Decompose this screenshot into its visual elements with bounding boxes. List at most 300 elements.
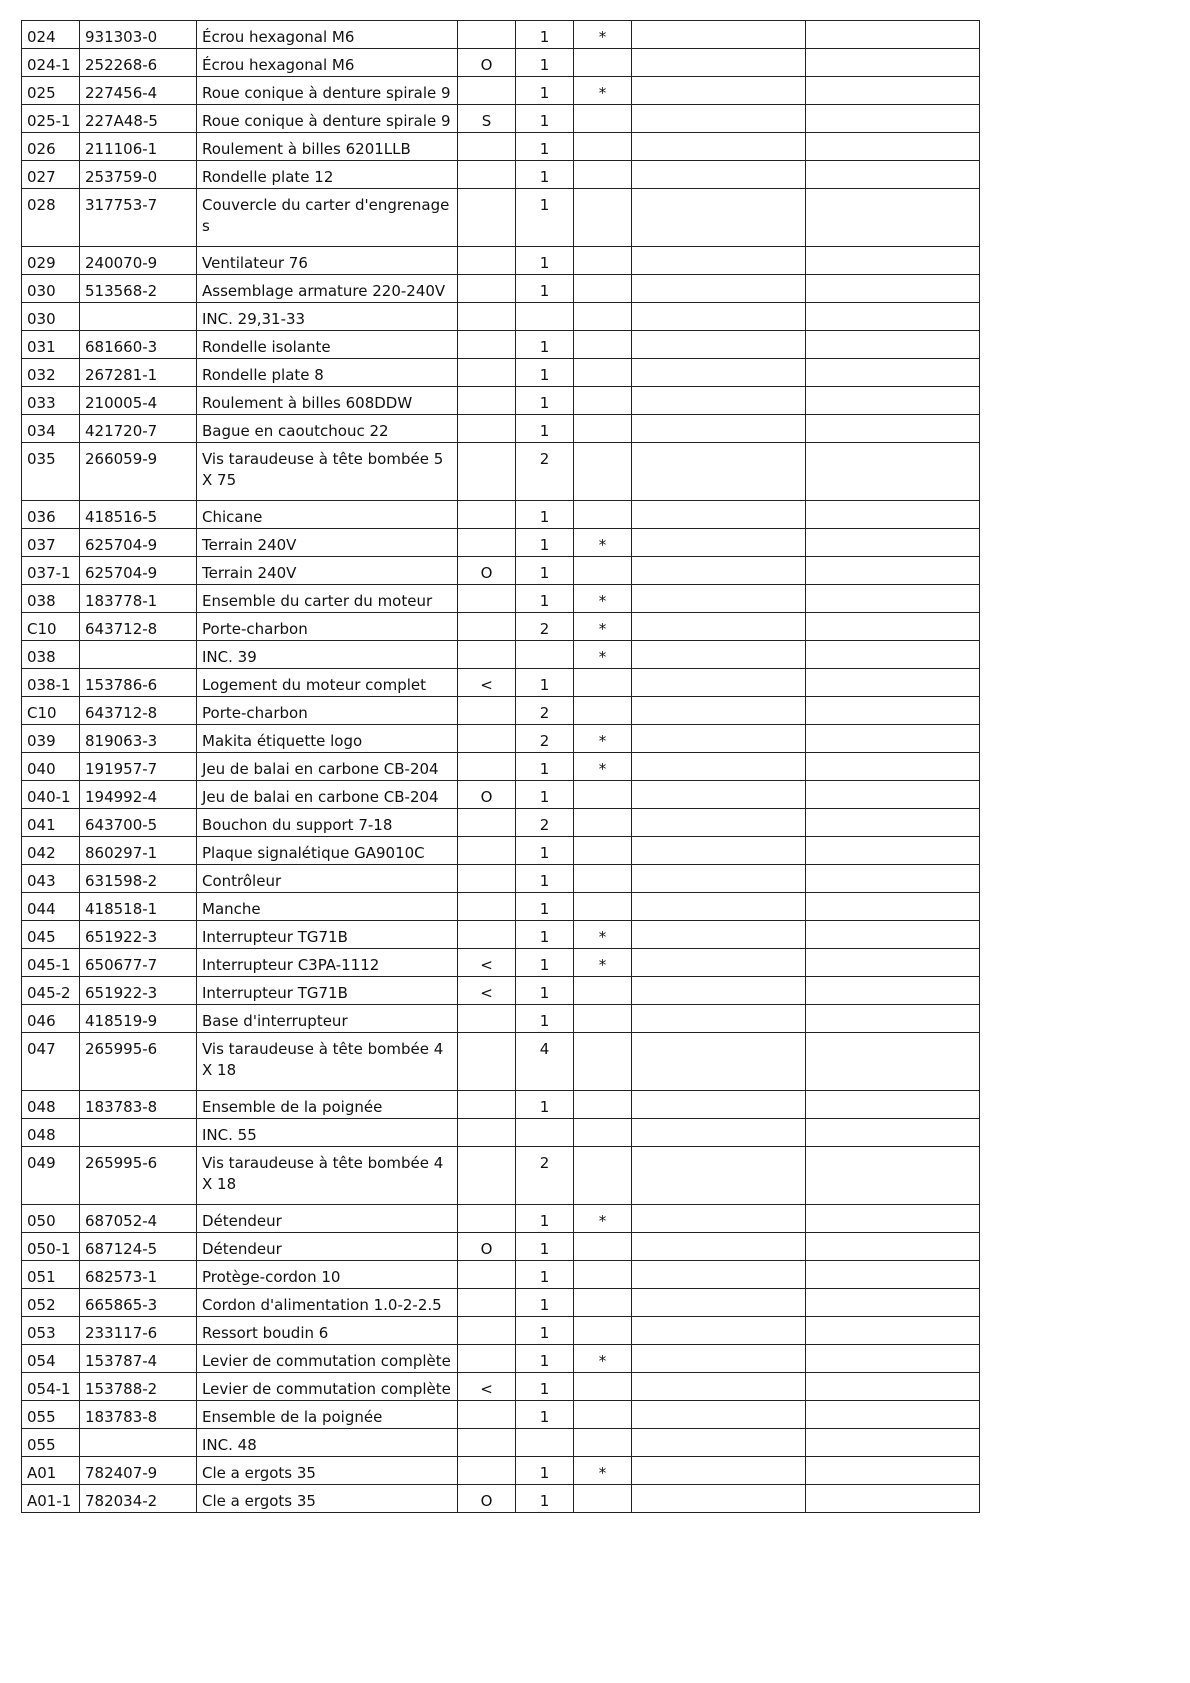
empty-cell: [806, 557, 980, 585]
item-number-cell: 037-1: [22, 557, 80, 585]
description-cell: Bouchon du support 7-18: [197, 809, 458, 837]
table-row: [22, 1147, 980, 1205]
item-number-cell: 038: [22, 585, 80, 613]
quantity-cell: 1: [516, 161, 574, 189]
empty-cell: [632, 1147, 806, 1205]
empty-cell: [806, 1373, 980, 1401]
part-number-cell: 687052-4: [80, 1205, 197, 1233]
quantity-cell: 1: [516, 189, 574, 247]
table-row: [22, 443, 980, 501]
table-row: [22, 303, 980, 331]
substitution-flag-cell: [458, 303, 516, 331]
empty-cell: [632, 1233, 806, 1261]
parts-table: [21, 20, 980, 1513]
empty-cell: [632, 1485, 806, 1513]
description-cell: Assemblage armature 220-240V: [197, 275, 458, 303]
empty-cell: [632, 1317, 806, 1345]
part-number-cell: 651922-3: [80, 921, 197, 949]
marker-cell: [574, 557, 632, 585]
empty-cell: [632, 501, 806, 529]
substitution-flag-cell: [458, 331, 516, 359]
empty-cell: [632, 247, 806, 275]
empty-cell: [632, 1289, 806, 1317]
table-row: [22, 1005, 980, 1033]
description-cell: Roue conique à denture spirale 9: [197, 105, 458, 133]
description-cell: Porte-charbon: [197, 697, 458, 725]
empty-cell: [806, 837, 980, 865]
item-number-cell: 037: [22, 529, 80, 557]
marker-cell: *: [574, 725, 632, 753]
marker-cell: [574, 49, 632, 77]
item-number-cell: 051: [22, 1261, 80, 1289]
description-cell: Plaque signalétique GA9010C: [197, 837, 458, 865]
description-cell: Levier de commutation complète: [197, 1373, 458, 1401]
table-row: [22, 1401, 980, 1429]
substitution-flag-cell: [458, 1401, 516, 1429]
description-cell: Chicane: [197, 501, 458, 529]
part-number-cell: [80, 1429, 197, 1457]
empty-cell: [632, 189, 806, 247]
item-number-cell: 045: [22, 921, 80, 949]
empty-cell: [806, 443, 980, 501]
table-row: [22, 613, 980, 641]
quantity-cell: 1: [516, 1457, 574, 1485]
substitution-flag-cell: [458, 501, 516, 529]
marker-cell: [574, 781, 632, 809]
part-number-cell: 210005-4: [80, 387, 197, 415]
empty-cell: [806, 1289, 980, 1317]
item-number-cell: 047: [22, 1033, 80, 1091]
empty-cell: [806, 105, 980, 133]
item-number-cell: 049: [22, 1147, 80, 1205]
empty-cell: [806, 809, 980, 837]
item-number-cell: 038: [22, 641, 80, 669]
description-cell: Roulement à billes 608DDW: [197, 387, 458, 415]
substitution-flag-cell: [458, 189, 516, 247]
substitution-flag-cell: [458, 415, 516, 443]
substitution-flag-cell: <: [458, 1373, 516, 1401]
empty-cell: [806, 303, 980, 331]
empty-cell: [806, 21, 980, 49]
item-number-cell: C10: [22, 697, 80, 725]
marker-cell: *: [574, 753, 632, 781]
quantity-cell: 2: [516, 809, 574, 837]
empty-cell: [632, 49, 806, 77]
empty-cell: [806, 613, 980, 641]
description-cell: Jeu de balai en carbone CB-204: [197, 753, 458, 781]
marker-cell: [574, 1261, 632, 1289]
part-number-cell: 153786-6: [80, 669, 197, 697]
marker-cell: [574, 837, 632, 865]
substitution-flag-cell: [458, 697, 516, 725]
table-row: [22, 501, 980, 529]
table-row: [22, 1429, 980, 1457]
empty-cell: [806, 1091, 980, 1119]
item-number-cell: C10: [22, 613, 80, 641]
description-cell: Ensemble du carter du moteur: [197, 585, 458, 613]
empty-cell: [806, 529, 980, 557]
description-cell: Vis taraudeuse à tête bombée 4X 18: [197, 1033, 458, 1091]
item-number-cell: 054-1: [22, 1373, 80, 1401]
substitution-flag-cell: [458, 359, 516, 387]
marker-cell: *: [574, 613, 632, 641]
part-number-cell: 227A48-5: [80, 105, 197, 133]
substitution-flag-cell: [458, 1261, 516, 1289]
marker-cell: [574, 189, 632, 247]
part-number-cell: 651922-3: [80, 977, 197, 1005]
empty-cell: [806, 1205, 980, 1233]
empty-cell: [632, 585, 806, 613]
part-number-cell: 421720-7: [80, 415, 197, 443]
description-cell: Interrupteur TG71B: [197, 977, 458, 1005]
description-cell: Protège-cordon 10: [197, 1261, 458, 1289]
marker-cell: *: [574, 585, 632, 613]
substitution-flag-cell: [458, 1147, 516, 1205]
quantity-cell: 2: [516, 1147, 574, 1205]
substitution-flag-cell: O: [458, 1233, 516, 1261]
marker-cell: [574, 697, 632, 725]
marker-cell: [574, 1233, 632, 1261]
substitution-flag-cell: [458, 1317, 516, 1345]
table-row: [22, 161, 980, 189]
description-cell: Roue conique à denture spirale 9: [197, 77, 458, 105]
table-row: [22, 809, 980, 837]
empty-cell: [806, 1401, 980, 1429]
empty-cell: [806, 359, 980, 387]
empty-cell: [806, 753, 980, 781]
substitution-flag-cell: [458, 1091, 516, 1119]
empty-cell: [632, 1091, 806, 1119]
empty-cell: [632, 977, 806, 1005]
empty-cell: [806, 415, 980, 443]
empty-cell: [806, 977, 980, 1005]
table-row: [22, 725, 980, 753]
empty-cell: [632, 387, 806, 415]
table-row: [22, 949, 980, 977]
quantity-cell: 1: [516, 105, 574, 133]
table-row: [22, 1261, 980, 1289]
table-row: [22, 529, 980, 557]
item-number-cell: 052: [22, 1289, 80, 1317]
part-number-cell: 194992-4: [80, 781, 197, 809]
table-row: [22, 781, 980, 809]
empty-cell: [632, 669, 806, 697]
substitution-flag-cell: [458, 893, 516, 921]
item-number-cell: 034: [22, 415, 80, 443]
substitution-flag-cell: [458, 387, 516, 415]
empty-cell: [632, 1457, 806, 1485]
description-cell: Ensemble de la poignée: [197, 1091, 458, 1119]
quantity-cell: 1: [516, 753, 574, 781]
item-number-cell: 046: [22, 1005, 80, 1033]
item-number-cell: 026: [22, 133, 80, 161]
marker-cell: [574, 977, 632, 1005]
substitution-flag-cell: [458, 1345, 516, 1373]
part-number-cell: 418516-5: [80, 501, 197, 529]
empty-cell: [806, 1457, 980, 1485]
description-cell: Contrôleur: [197, 865, 458, 893]
empty-cell: [632, 1205, 806, 1233]
empty-cell: [632, 725, 806, 753]
table-row: [22, 133, 980, 161]
marker-cell: [574, 1401, 632, 1429]
description-cell: INC. 39: [197, 641, 458, 669]
description-cell: INC. 55: [197, 1119, 458, 1147]
empty-cell: [632, 1261, 806, 1289]
part-number-cell: 183783-8: [80, 1401, 197, 1429]
table-row: [22, 557, 980, 585]
substitution-flag-cell: <: [458, 977, 516, 1005]
part-number-cell: 317753-7: [80, 189, 197, 247]
quantity-cell: 1: [516, 781, 574, 809]
quantity-cell: [516, 641, 574, 669]
marker-cell: *: [574, 1345, 632, 1373]
empty-cell: [806, 865, 980, 893]
part-number-cell: 211106-1: [80, 133, 197, 161]
description-cell: Ensemble de la poignée: [197, 1401, 458, 1429]
quantity-cell: 1: [516, 501, 574, 529]
quantity-cell: 1: [516, 415, 574, 443]
empty-cell: [632, 331, 806, 359]
empty-cell: [806, 781, 980, 809]
table-row: [22, 1485, 980, 1513]
table-row: [22, 415, 980, 443]
substitution-flag-cell: [458, 133, 516, 161]
quantity-cell: 1: [516, 837, 574, 865]
table-row: [22, 77, 980, 105]
description-cell: Écrou hexagonal M6: [197, 21, 458, 49]
substitution-flag-cell: [458, 837, 516, 865]
description-cell: Rondelle plate 8: [197, 359, 458, 387]
marker-cell: *: [574, 77, 632, 105]
empty-cell: [806, 49, 980, 77]
description-cell: Cordon d'alimentation 1.0-2-2.5: [197, 1289, 458, 1317]
table-row: [22, 1033, 980, 1091]
empty-cell: [806, 1345, 980, 1373]
part-number-cell: 782034-2: [80, 1485, 197, 1513]
description-cell: Interrupteur C3PA-1112: [197, 949, 458, 977]
substitution-flag-cell: <: [458, 669, 516, 697]
quantity-cell: 1: [516, 557, 574, 585]
substitution-flag-cell: [458, 865, 516, 893]
quantity-cell: 2: [516, 443, 574, 501]
item-number-cell: 033: [22, 387, 80, 415]
item-number-cell: A01-1: [22, 1485, 80, 1513]
quantity-cell: 2: [516, 697, 574, 725]
item-number-cell: 039: [22, 725, 80, 753]
quantity-cell: 1: [516, 1373, 574, 1401]
table-row: [22, 1289, 980, 1317]
part-number-cell: 153788-2: [80, 1373, 197, 1401]
empty-cell: [806, 1429, 980, 1457]
empty-cell: [632, 275, 806, 303]
marker-cell: [574, 1485, 632, 1513]
marker-cell: *: [574, 1457, 632, 1485]
quantity-cell: 1: [516, 77, 574, 105]
description-cell: Cle a ergots 35: [197, 1485, 458, 1513]
empty-cell: [632, 781, 806, 809]
item-number-cell: 044: [22, 893, 80, 921]
item-number-cell: 024: [22, 21, 80, 49]
quantity-cell: 1: [516, 1317, 574, 1345]
marker-cell: [574, 247, 632, 275]
quantity-cell: 1: [516, 1289, 574, 1317]
empty-cell: [806, 331, 980, 359]
marker-cell: *: [574, 949, 632, 977]
item-number-cell: 055: [22, 1429, 80, 1457]
marker-cell: [574, 303, 632, 331]
description-cell: INC. 29,31-33: [197, 303, 458, 331]
part-number-cell: 643712-8: [80, 613, 197, 641]
quantity-cell: 1: [516, 359, 574, 387]
item-number-cell: 048: [22, 1091, 80, 1119]
marker-cell: [574, 161, 632, 189]
description-cell: Ventilateur 76: [197, 247, 458, 275]
empty-cell: [806, 585, 980, 613]
marker-cell: [574, 1119, 632, 1147]
table-row: [22, 189, 980, 247]
empty-cell: [806, 133, 980, 161]
part-number-cell: 265995-6: [80, 1033, 197, 1091]
empty-cell: [806, 1233, 980, 1261]
substitution-flag-cell: [458, 585, 516, 613]
description-cell: Manche: [197, 893, 458, 921]
table-row: [22, 49, 980, 77]
table-row: [22, 921, 980, 949]
item-number-cell: 054: [22, 1345, 80, 1373]
quantity-cell: 1: [516, 1261, 574, 1289]
table-row: [22, 1091, 980, 1119]
empty-cell: [632, 1373, 806, 1401]
marker-cell: [574, 893, 632, 921]
marker-cell: [574, 1317, 632, 1345]
quantity-cell: 1: [516, 1005, 574, 1033]
substitution-flag-cell: [458, 1289, 516, 1317]
table-row: [22, 977, 980, 1005]
quantity-cell: 1: [516, 1485, 574, 1513]
quantity-cell: 1: [516, 331, 574, 359]
item-number-cell: 024-1: [22, 49, 80, 77]
substitution-flag-cell: [458, 247, 516, 275]
marker-cell: [574, 133, 632, 161]
part-number-cell: 665865-3: [80, 1289, 197, 1317]
empty-cell: [632, 921, 806, 949]
substitution-flag-cell: [458, 21, 516, 49]
substitution-flag-cell: [458, 1005, 516, 1033]
part-number-cell: 625704-9: [80, 529, 197, 557]
description-cell: INC. 48: [197, 1429, 458, 1457]
item-number-cell: 029: [22, 247, 80, 275]
empty-cell: [806, 501, 980, 529]
empty-cell: [806, 697, 980, 725]
item-number-cell: 050-1: [22, 1233, 80, 1261]
quantity-cell: 1: [516, 865, 574, 893]
marker-cell: [574, 443, 632, 501]
part-number-cell: 253759-0: [80, 161, 197, 189]
empty-cell: [632, 133, 806, 161]
table-row: [22, 1317, 980, 1345]
marker-cell: [574, 275, 632, 303]
empty-cell: [806, 641, 980, 669]
part-number-cell: 191957-7: [80, 753, 197, 781]
description-cell: Roulement à billes 6201LLB: [197, 133, 458, 161]
part-number-cell: 687124-5: [80, 1233, 197, 1261]
table-row: [22, 753, 980, 781]
substitution-flag-cell: [458, 161, 516, 189]
table-row: [22, 1119, 980, 1147]
part-number-cell: 643700-5: [80, 809, 197, 837]
table-row: [22, 893, 980, 921]
quantity-cell: 2: [516, 613, 574, 641]
empty-cell: [632, 809, 806, 837]
description-cell: Cle a ergots 35: [197, 1457, 458, 1485]
table-row: [22, 105, 980, 133]
empty-cell: [632, 949, 806, 977]
description-cell: Détendeur: [197, 1233, 458, 1261]
empty-cell: [806, 725, 980, 753]
description-cell: Porte-charbon: [197, 613, 458, 641]
marker-cell: *: [574, 1205, 632, 1233]
empty-cell: [806, 1317, 980, 1345]
empty-cell: [632, 359, 806, 387]
description-cell: Terrain 240V: [197, 557, 458, 585]
part-number-cell: 227456-4: [80, 77, 197, 105]
description-cell: Rondelle isolante: [197, 331, 458, 359]
table-row: [22, 1373, 980, 1401]
empty-cell: [806, 1005, 980, 1033]
empty-cell: [806, 77, 980, 105]
marker-cell: [574, 865, 632, 893]
part-number-cell: 782407-9: [80, 1457, 197, 1485]
empty-cell: [806, 1261, 980, 1289]
table-row: [22, 837, 980, 865]
quantity-cell: 1: [516, 585, 574, 613]
quantity-cell: 1: [516, 1205, 574, 1233]
empty-cell: [632, 697, 806, 725]
item-number-cell: 025-1: [22, 105, 80, 133]
substitution-flag-cell: O: [458, 49, 516, 77]
item-number-cell: 050: [22, 1205, 80, 1233]
part-number-cell: 183778-1: [80, 585, 197, 613]
description-cell: Rondelle plate 12: [197, 161, 458, 189]
quantity-cell: [516, 303, 574, 331]
part-number-cell: 931303-0: [80, 21, 197, 49]
empty-cell: [632, 443, 806, 501]
item-number-cell: 043: [22, 865, 80, 893]
item-number-cell: 045-2: [22, 977, 80, 1005]
table-row: [22, 387, 980, 415]
table-row: [22, 331, 980, 359]
marker-cell: [574, 331, 632, 359]
item-number-cell: 031: [22, 331, 80, 359]
parts-table-body: [22, 21, 980, 1513]
item-number-cell: 040: [22, 753, 80, 781]
item-number-cell: 030: [22, 303, 80, 331]
substitution-flag-cell: <: [458, 949, 516, 977]
item-number-cell: 030: [22, 275, 80, 303]
empty-cell: [632, 557, 806, 585]
part-number-cell: 681660-3: [80, 331, 197, 359]
marker-cell: [574, 415, 632, 443]
substitution-flag-cell: [458, 725, 516, 753]
empty-cell: [632, 613, 806, 641]
quantity-cell: 1: [516, 1345, 574, 1373]
marker-cell: [574, 501, 632, 529]
empty-cell: [806, 949, 980, 977]
quantity-cell: 1: [516, 1401, 574, 1429]
empty-cell: [806, 189, 980, 247]
marker-cell: *: [574, 921, 632, 949]
